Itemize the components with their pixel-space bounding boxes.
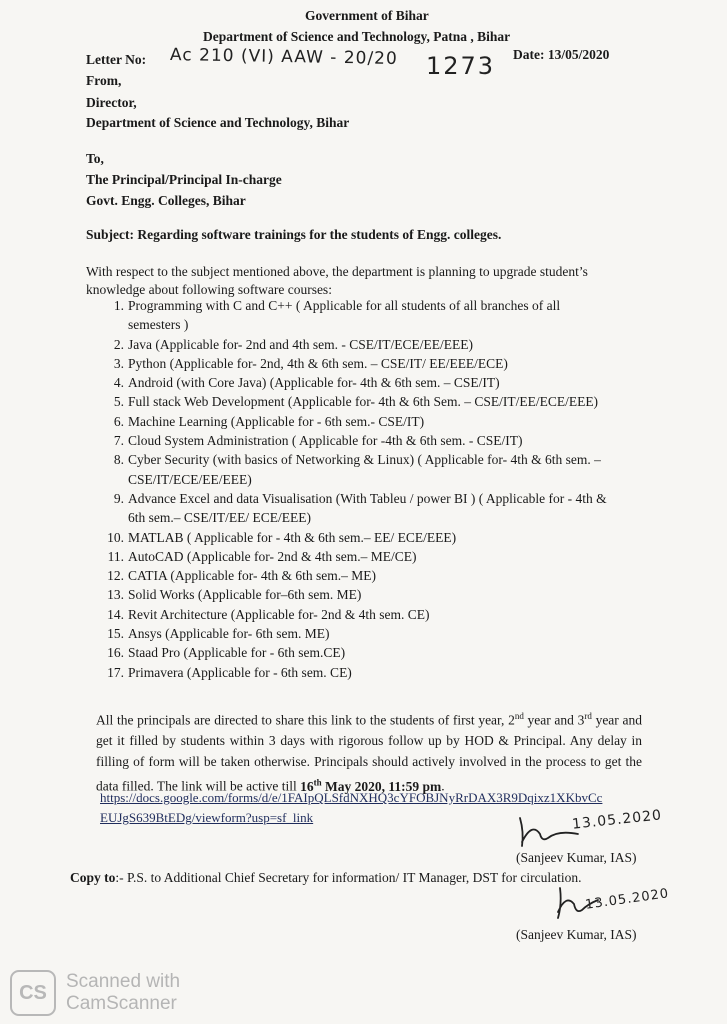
course-text-line: Advance Excel and data Visualisation (With Tableu / power BI ) ( Applicable for - 4th &: [128, 490, 607, 506]
course-item: [100, 605, 660, 624]
letter-no-label: Letter No:: [86, 52, 147, 67]
deadline-day: 16: [300, 778, 314, 794]
course-item: [100, 335, 660, 354]
course-text-line: CATIA (Applicable for- 4th & 6th sem.– ME): [128, 568, 376, 584]
course-text-line: Java (Applicable for- 2nd and 4th sem. - CSE/IT/ECE/EE/EEE): [128, 336, 474, 352]
course-number: 14.: [107, 606, 124, 622]
header-government: Government of Bihar: [305, 8, 429, 23]
to-line1: The Principal/Principal In-charge: [86, 172, 282, 187]
course-item: [100, 450, 660, 489]
directive-text-part2: year and 3: [523, 712, 585, 728]
from-label: From,: [86, 73, 122, 88]
course-text-line: Staad Pro (Applicable for - 6th sem.CE): [128, 645, 346, 661]
course-item: [100, 528, 660, 547]
course-text-line: CSE/IT/ECE/EE/EEE): [128, 471, 252, 487]
directive-text-part3: year and get it filled by students within 3 days with rigorous follow up by HOD & Principal. Any delay in filling of form will be taken otherwise. Principals should actively involved in the process to get the data filled. The link will be active till: [96, 712, 642, 794]
to-label: To,: [86, 151, 104, 166]
course-number: 8.: [113, 452, 124, 468]
from-department: Department of Science and Technology, Bihar: [86, 115, 350, 130]
deadline-rest: May 2020, 11:59 pm: [321, 778, 442, 794]
course-number: 7.: [113, 433, 124, 449]
course-item: [100, 643, 660, 662]
course-item: [100, 392, 660, 411]
camscanner-text: [66, 971, 180, 1015]
course-text-line: Cloud System Administration ( Applicable for -4th & 6th sem. - CSE/IT): [128, 433, 523, 449]
course-item: [100, 373, 660, 392]
directive-paragraph: [96, 706, 642, 797]
camscanner-logo-icon: CS: [10, 970, 56, 1016]
copy-to-line: [70, 868, 582, 887]
course-item: [100, 547, 660, 566]
watermark-line1: Scanned with: [66, 971, 181, 992]
course-number: 2.: [113, 336, 124, 352]
directive-end: .: [441, 778, 445, 794]
course-number: 1.: [113, 298, 124, 313]
course-item: [100, 489, 660, 528]
signature-date-2: 13.05.2020: [584, 886, 671, 913]
signature-name-2: (Sanjeev Kumar, IAS): [516, 927, 637, 942]
course-number: 9.: [113, 490, 124, 506]
course-text-line: Programming with C and C++ ( Applicable for all students of all branches of all: [128, 298, 561, 313]
course-number: 4.: [113, 375, 124, 391]
course-text-line: Android (with Core Java) (Applicable for- 4th & 6th sem. – CSE/IT): [128, 375, 500, 391]
course-number: 3.: [113, 355, 124, 371]
directive-sup-nd: nd: [514, 711, 524, 721]
copy-to-label: Copy to: [70, 870, 116, 885]
course-text-line: Solid Works (Applicable for–6th sem. ME): [128, 587, 362, 603]
subject-line: Subject: Regarding software trainings for the students of Engg. colleges.: [86, 227, 502, 242]
course-number: 15.: [107, 626, 124, 642]
course-number: 5.: [113, 394, 124, 410]
course-item: [100, 354, 660, 373]
course-number: 16.: [107, 645, 124, 661]
signature-name-1: (Sanjeev Kumar, IAS): [516, 850, 637, 865]
course-number: 6.: [113, 413, 124, 429]
course-text-line: AutoCAD (Applicable for- 2nd & 4th sem.– ME/CE): [128, 548, 417, 564]
course-text-line: Cyber Security (with basics of Networking & Linux) ( Applicable for- 4th & 6th sem. –: [128, 452, 601, 468]
course-number: 17.: [107, 664, 124, 680]
course-item: [100, 663, 660, 682]
intro-line1: With respect to the subject mentioned above, the department is planning to upgrade student’s: [86, 264, 588, 279]
course-text-line: Primavera (Applicable for - 6th sem. CE): [128, 664, 352, 680]
course-text-line: Machine Learning (Applicable for - 6th sem.- CSE/IT): [128, 413, 425, 429]
course-text-line: Ansys (Applicable for- 6th sem. ME): [128, 626, 330, 642]
course-text-line: semesters ): [128, 317, 189, 333]
course-text-line: 6th sem.– CSE/IT/EE/ ECE/EEE): [128, 510, 311, 526]
course-number: 10.: [107, 529, 124, 545]
course-item: [100, 624, 660, 643]
form-link-line1[interactable]: https://docs.google.com/forms/d/e/1FAIpQLSfdNXHQ3cYFOBJNyRrDAX3R9Dqixz1XKbvCc: [100, 790, 603, 805]
course-list: [100, 296, 660, 682]
course-item: [100, 566, 660, 585]
course-text-line: Full stack Web Development (Applicable for- 4th & 6th Sem. – CSE/IT/EE/ECE/EEE): [128, 394, 599, 410]
intro-line2: knowledge about following software courses:: [86, 282, 332, 297]
letter-no-handwritten: Ac 210 (VI) AAW - 20/20: [169, 45, 398, 69]
course-text-line: MATLAB ( Applicable for - 4th & 6th sem.– EE/ ECE/EEE): [128, 529, 457, 545]
signature-date-1: 13.05.2020: [571, 807, 663, 833]
deadline-sup: th: [313, 777, 322, 787]
course-number: 13.: [107, 587, 124, 603]
course-text-line: Python (Applicable for- 2nd, 4th & 6th sem. – CSE/IT/ EE/EEE/ECE): [128, 355, 508, 371]
directive-sup-rd: rd: [584, 711, 592, 721]
header-department: Department of Science and Technology, Patna , Bihar: [203, 29, 511, 44]
course-item: [100, 431, 660, 450]
form-link-line2[interactable]: EUJgS639BtEDg/viewform?usp=sf_link: [100, 810, 314, 825]
watermark-line2: CamScanner: [66, 993, 177, 1014]
letter-date: Date: 13/05/2020: [513, 47, 610, 62]
copy-to-text: :- P.S. to Additional Chief Secretary for information/ IT Manager, DST for circulation.: [115, 870, 582, 885]
course-number: 12.: [107, 568, 124, 584]
directive-text-part1: All the principals are directed to share this link to the students of first year, 2: [96, 712, 515, 728]
from-title: Director,: [86, 95, 137, 110]
letter-no-number: 1273: [426, 52, 496, 80]
course-item: [100, 296, 660, 335]
course-text-line: Revit Architecture (Applicable for- 2nd & 4th sem. CE): [128, 606, 430, 622]
course-item: [100, 412, 660, 431]
course-item: [100, 585, 660, 604]
course-number: 11.: [107, 548, 124, 564]
to-line2: Govt. Engg. Colleges, Bihar: [86, 193, 246, 208]
camscanner-watermark: [10, 970, 180, 1016]
